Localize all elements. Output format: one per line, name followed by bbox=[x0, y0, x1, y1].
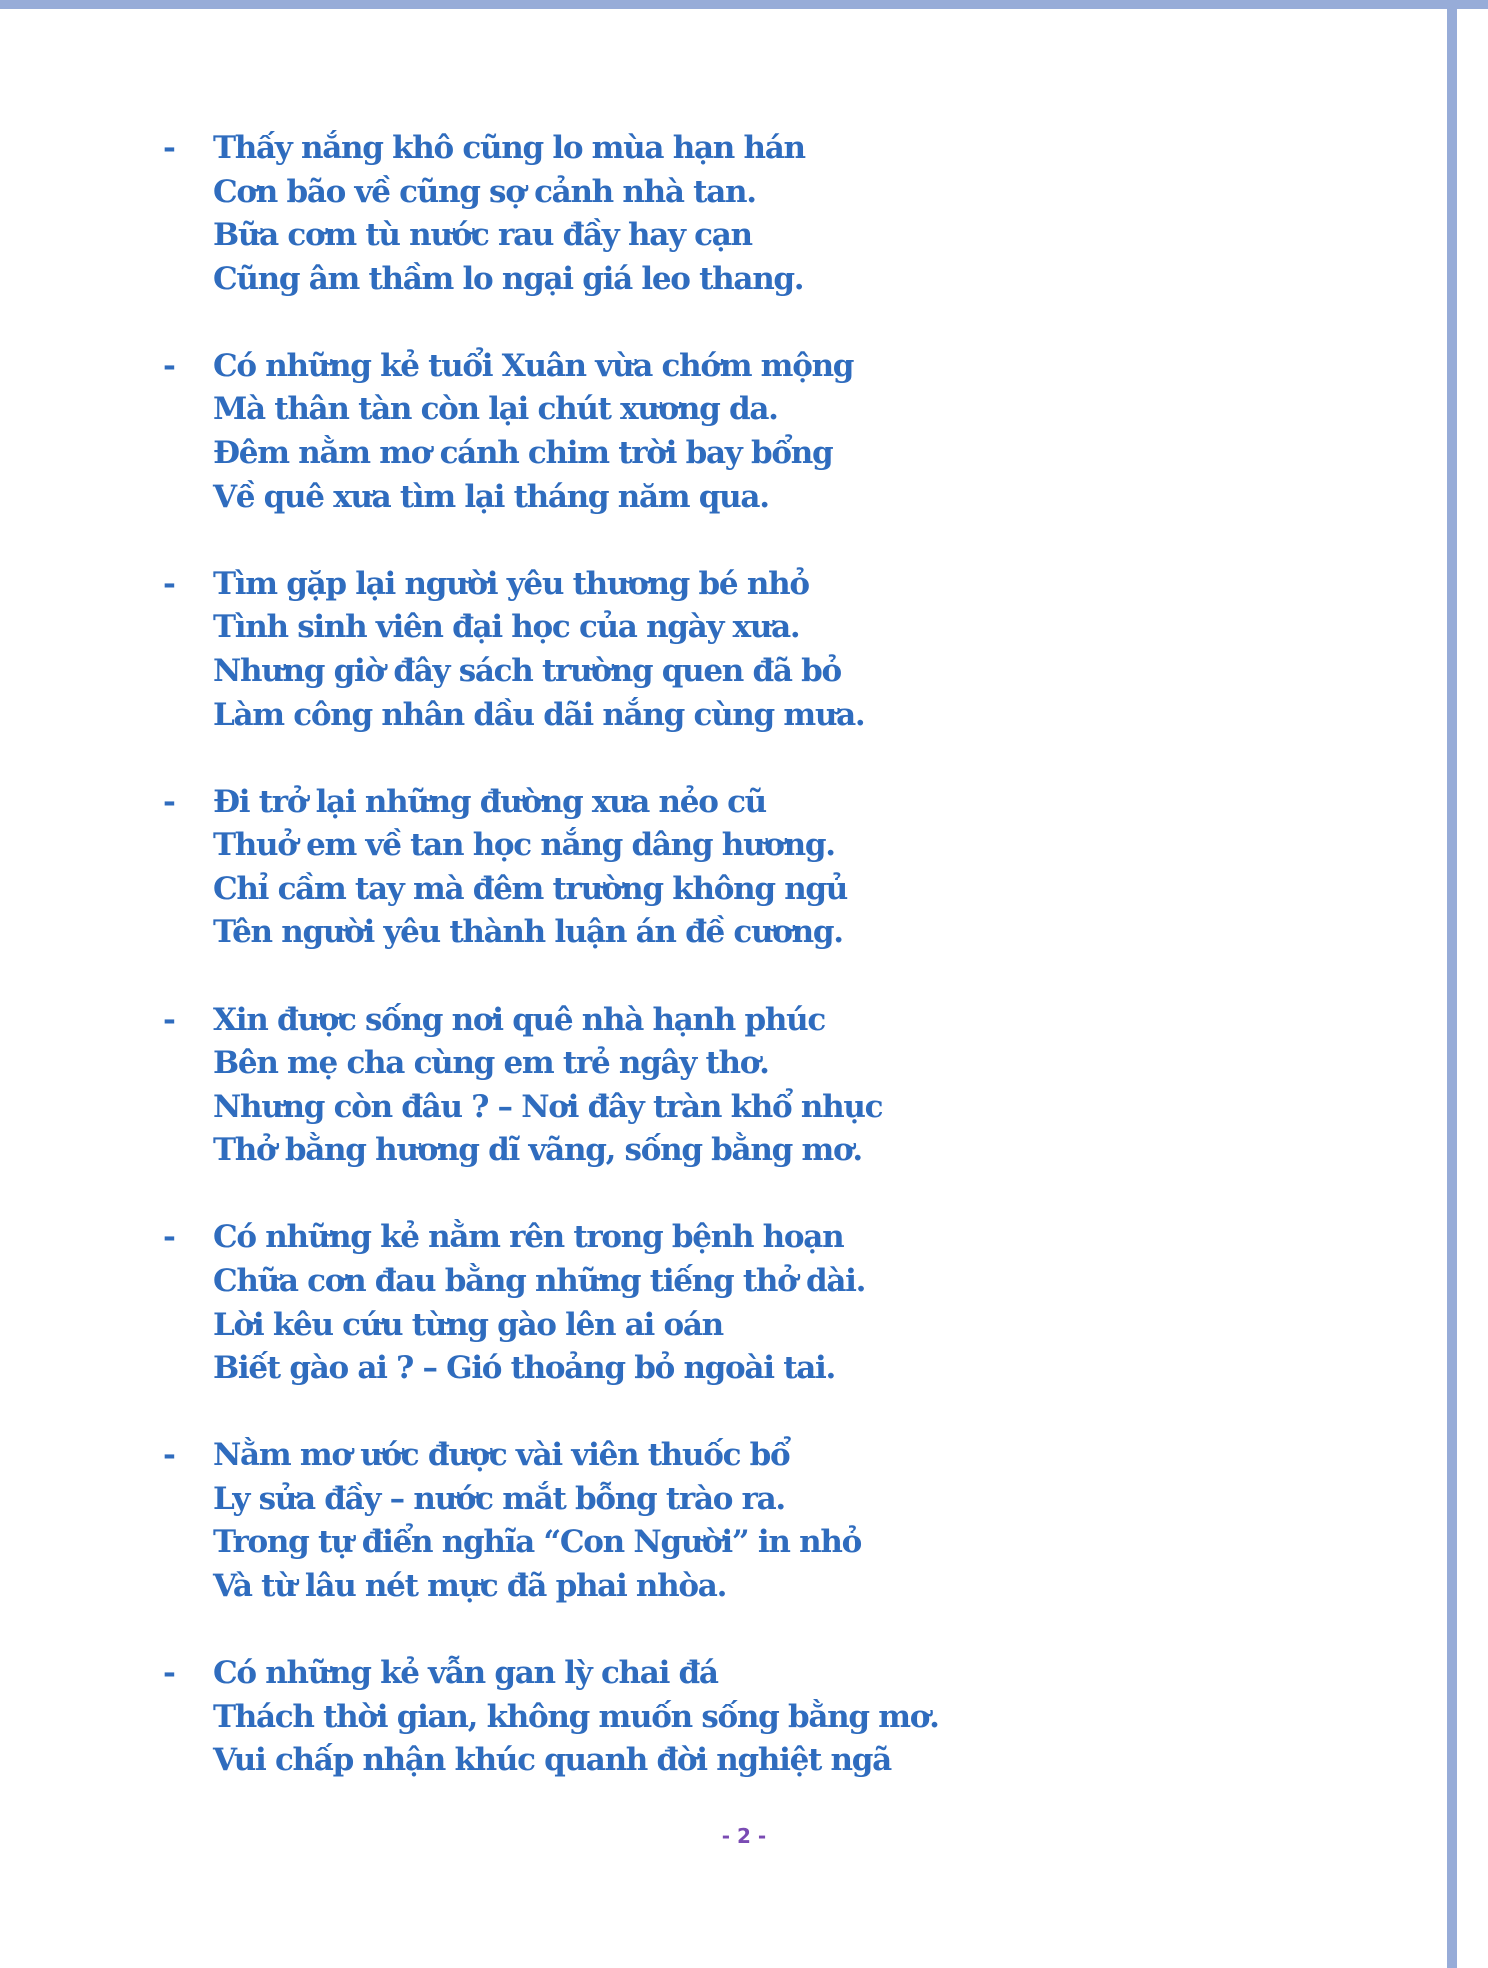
poem-line: Xin được sống nơi quê nhà hạnh phúc bbox=[213, 1001, 825, 1038]
stanza-dash-marker: - bbox=[163, 1655, 175, 1692]
poem-line: Có những kẻ nằm rên trong bệnh hoạn bbox=[213, 1219, 844, 1256]
poem-line: Có những kẻ vẫn gan lỳ chai đá bbox=[213, 1655, 718, 1692]
poem-body bbox=[163, 127, 1363, 1826]
stanza-dash-marker: - bbox=[163, 1001, 175, 1038]
poem-line: Tên người yêu thành luận án đề cương. bbox=[213, 914, 843, 951]
poem-line: Thách thời gian, không muốn sống bằng mơ. bbox=[213, 1698, 939, 1735]
stanza bbox=[163, 127, 1363, 301]
poem-line: Làm công nhân dầu dãi nắng cùng mưa. bbox=[213, 696, 865, 733]
stanza bbox=[163, 1652, 1363, 1783]
poem-line: Về quê xưa tìm lại tháng năm qua. bbox=[213, 478, 769, 515]
poem-line: Cơn bão về cũng sợ cảnh nhà tan. bbox=[213, 173, 756, 210]
poem-line: Nhưng giờ đây sách trường quen đã bỏ bbox=[213, 652, 841, 689]
stanza bbox=[163, 1216, 1363, 1390]
poem-line: Biết gào ai ? – Gió thoảng bỏ ngoài tai. bbox=[213, 1350, 835, 1387]
stanza-dash-marker: - bbox=[163, 565, 175, 602]
poem-line: Chữa cơn đau bằng những tiếng thở dài. bbox=[213, 1262, 866, 1299]
poem-line: Đêm nằm mơ cánh chim trời bay bổng bbox=[213, 435, 833, 472]
poem-line: Ly sửa đầy – nước mắt bỗng trào ra. bbox=[213, 1480, 785, 1517]
stanza-dash-marker: - bbox=[163, 130, 175, 166]
poem-line: Thấy nắng khô cũng lo mùa hạn hán bbox=[213, 130, 805, 166]
stanza bbox=[163, 1434, 1363, 1608]
poem-line: Nằm mơ ước được vài viên thuốc bổ bbox=[213, 1437, 790, 1474]
stanza-dash-marker: - bbox=[163, 1219, 175, 1256]
poem-line: Mà thân tàn còn lại chút xương da. bbox=[213, 391, 778, 428]
poem-line: Nhưng còn đâu ? – Nơi đây tràn khổ nhục bbox=[213, 1088, 883, 1125]
poem-line: Bữa cơm tù nước rau đầy hay cạn bbox=[213, 217, 752, 254]
poem-line: Thở bằng hương dĩ vãng, sống bằng mơ. bbox=[213, 1132, 862, 1169]
stanza bbox=[163, 345, 1363, 519]
stanza-dash-marker: - bbox=[163, 1437, 175, 1474]
poem-line: Cũng âm thầm lo ngại giá leo thang. bbox=[213, 260, 804, 297]
stanza bbox=[163, 781, 1363, 955]
poem-line: Thuở em về tan học nắng dâng hương. bbox=[213, 827, 835, 864]
poem-line: Trong tự điển nghĩa “Con Người” in nhỏ bbox=[213, 1524, 861, 1561]
page-border-right bbox=[1447, 0, 1457, 1968]
poem-line: Có những kẻ tuổi Xuân vừa chớm mộng bbox=[213, 347, 854, 384]
stanza-dash-marker: - bbox=[163, 347, 175, 384]
poem-line: Bên mẹ cha cùng em trẻ ngây thơ. bbox=[213, 1045, 769, 1082]
poem-line: Vui chấp nhận khúc quanh đời nghiệt ngã bbox=[213, 1742, 891, 1779]
stanza bbox=[163, 999, 1363, 1173]
poem-line: Lời kêu cứu từng gào lên ai oán bbox=[213, 1306, 723, 1343]
page-number: - 2 - bbox=[721, 1824, 767, 1848]
page-border-top bbox=[0, 0, 1488, 9]
poem-line: Chỉ cầm tay mà đêm trường không ngủ bbox=[213, 870, 848, 907]
poem-line: Đi trở lại những đường xưa nẻo cũ bbox=[213, 783, 766, 820]
poem-line: Tìm gặp lại người yêu thương bé nhỏ bbox=[213, 565, 809, 602]
poem-line: Tình sinh viên đại học của ngày xưa. bbox=[213, 609, 800, 646]
poem-line: Và từ lâu nét mực đã phai nhòa. bbox=[213, 1568, 727, 1605]
stanza-dash-marker: - bbox=[163, 783, 175, 820]
stanza bbox=[163, 563, 1363, 737]
